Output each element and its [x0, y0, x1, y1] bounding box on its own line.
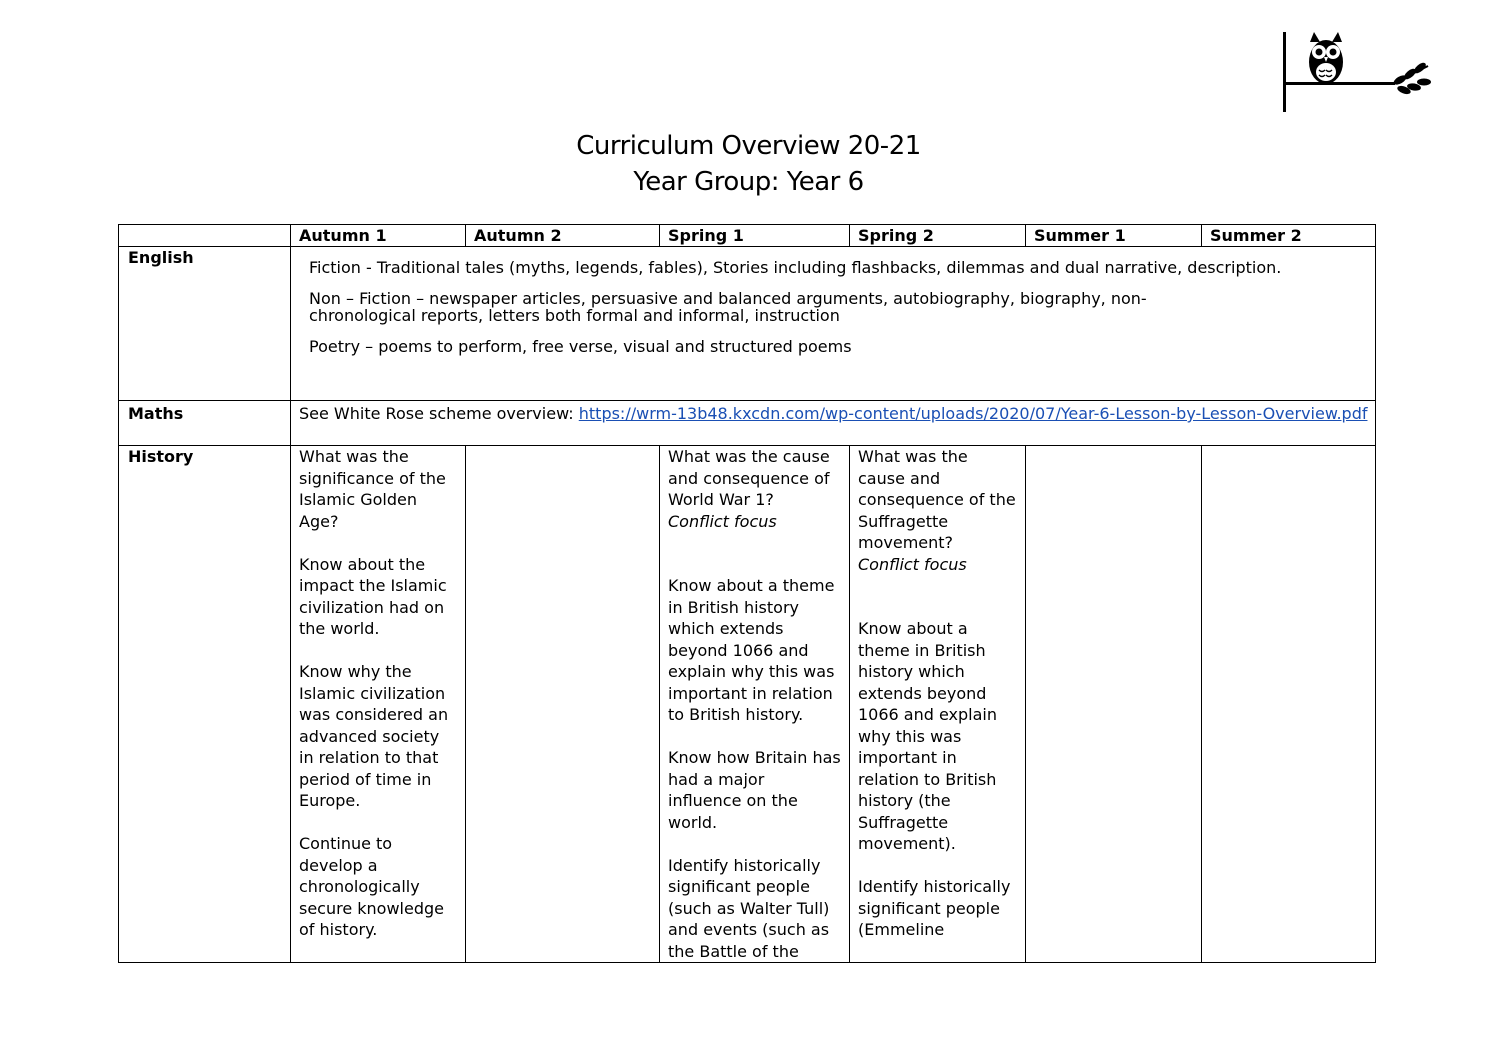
- history-spring-2-question: What was the cause and consequence of the Suffragette movement?: [858, 447, 1016, 552]
- header-cell-summer-2: Summer 2: [1202, 225, 1376, 247]
- english-non-fiction: Non – Fiction – newspaper articles, persuasive and balanced arguments, autobiography, biography, non-chronological reports, letters both formal and informal, instruction: [309, 289, 1147, 325]
- header-cell-empty: [119, 225, 291, 247]
- history-spring-1-p2: Know how Britain has had a major influence on the world.: [668, 748, 841, 832]
- history-spring-1-p3: Identify historically significant people (such as Walter Tull) and events (such as the Battle of the: [668, 855, 830, 961]
- history-autumn-1-p2: Know why the Islamic civilization was considered an advanced society in relation to that period of time in Europe.: [299, 662, 449, 810]
- white-rose-link[interactable]: https://wrm-13b48.kxcdn.com/wp-content/uploads/2020/07/Year-6-Lesson-by-Lesson-Overview.pdf: [578, 404, 1368, 423]
- history-spring-1: [660, 446, 850, 963]
- header-cell-spring-2: Spring 2: [850, 225, 1026, 247]
- header-cell-summer-1: Summer 1: [1026, 225, 1202, 247]
- history-summer-2: [1202, 446, 1376, 963]
- english-row: [119, 247, 1376, 401]
- history-spring-2-p1: Know about a theme in British history which extends beyond 1066 and explain why this was important in relation to British history (the Suffragette movement).: [858, 619, 998, 853]
- maths-text: See White Rose scheme overview:: [299, 404, 579, 423]
- header-cell-autumn-2: Autumn 2: [466, 225, 660, 247]
- english-poetry: Poetry – poems to perform, free verse, visual and structured poems: [309, 337, 852, 356]
- header-cell-autumn-1: Autumn 1: [291, 225, 466, 247]
- history-spring-2: [850, 446, 1026, 963]
- subject-maths: Maths: [119, 401, 291, 446]
- history-spring-1-p1: Know about a theme in British history which extends beyond 1066 and explain why this was important in relation to British history.: [668, 576, 835, 724]
- year-group-title: Year Group: Year 6: [633, 167, 864, 197]
- maths-content: [291, 401, 1376, 446]
- history-autumn-1-p1: Know about the impact the Islamic civilization had on the world.: [299, 554, 447, 638]
- header-cell-spring-1: Spring 1: [660, 225, 850, 247]
- history-spring-1-question: What was the cause and consequence of World War 1?: [668, 447, 830, 509]
- curriculum-table: [118, 224, 1376, 963]
- document-title: Curriculum Overview 20-21: [576, 131, 921, 161]
- history-autumn-1-question: What was the significance of the Islamic Golden Age?: [299, 447, 446, 531]
- maths-row: [119, 401, 1376, 446]
- history-autumn-1-p3: Continue to develop a chronologically secure knowledge of history.: [299, 834, 444, 939]
- english-content: [291, 247, 1376, 401]
- document-titles: [0, 128, 1497, 200]
- history-summer-1: [1026, 446, 1202, 963]
- history-row: [119, 446, 1376, 963]
- history-spring-2-p2: Identify historically significant people (Emmeline: [858, 877, 1011, 939]
- owl-on-branch-logo: [1280, 30, 1440, 114]
- history-autumn-2: [466, 446, 660, 963]
- history-spring-2-focus: Conflict focus: [858, 554, 967, 574]
- history-autumn-1: [291, 446, 466, 963]
- subject-english: English: [119, 247, 291, 401]
- header-row: [119, 225, 1376, 247]
- subject-history: History: [119, 446, 291, 963]
- english-fiction: Fiction - Traditional tales (myths, legends, fables), Stories including flashbacks, dilemmas and dual narrative, description.: [309, 258, 1282, 277]
- history-spring-1-focus: Conflict focus: [668, 511, 777, 531]
